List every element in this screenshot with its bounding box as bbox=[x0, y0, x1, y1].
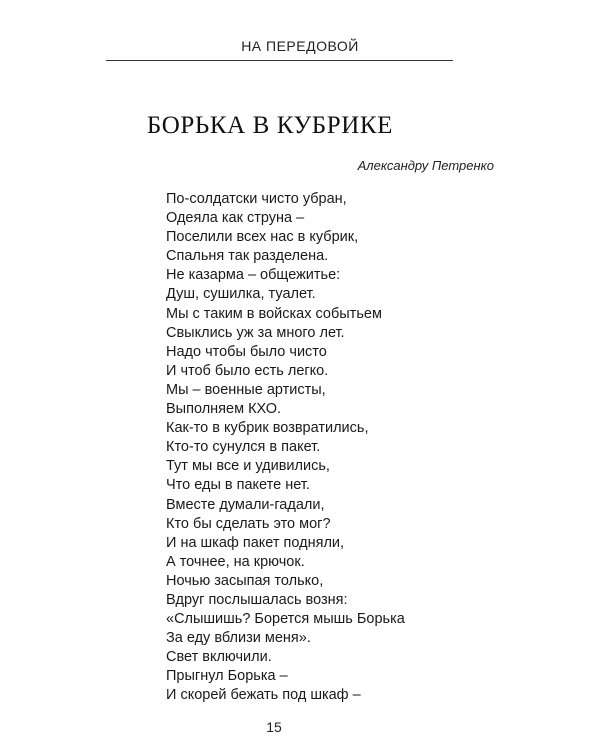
verse-line: И чтоб было есть легко. bbox=[166, 362, 329, 379]
verse-line: Надо чтобы было чисто bbox=[166, 343, 327, 360]
verse-line: Ночью засыпая только, bbox=[166, 572, 324, 589]
verse-line: Не казарма – общежитье: bbox=[166, 267, 341, 284]
verse-line: А точнее, на крючок. bbox=[166, 553, 305, 570]
verse-line: Кто-то сунулся в пакет. bbox=[166, 439, 321, 456]
verse-line: Душ, сушилка, туалет. bbox=[166, 286, 316, 303]
verse-line: Что еды в пакете нет. bbox=[166, 477, 310, 494]
verse-line: Мы – военные артисты, bbox=[166, 381, 326, 398]
verse-line: Вместе думали-гадали, bbox=[166, 496, 325, 513]
verse-line: «Слышишь? Борется мышь Борька bbox=[166, 611, 405, 628]
verse-line: И на шкаф пакет подняли, bbox=[166, 534, 345, 551]
poem-verse bbox=[166, 190, 405, 706]
verse-line: Свет включили. bbox=[166, 649, 272, 666]
page-number: 15 bbox=[266, 719, 282, 735]
verse-line: Выполняем КХО. bbox=[166, 401, 282, 418]
verse-line: И скорей бежать под шкаф – bbox=[166, 687, 361, 704]
running-header: НА ПЕРЕДОВОЙ bbox=[241, 38, 359, 54]
verse-line: Свыклись уж за много лет. bbox=[166, 324, 345, 341]
verse-line: Кто бы сделать это мог? bbox=[166, 515, 331, 532]
header-divider bbox=[106, 60, 453, 61]
verse-line: Тут мы все и удивились, bbox=[166, 458, 330, 475]
verse-line: Поселили всех нас в кубрик, bbox=[166, 229, 359, 246]
verse-line: Вдруг послышалась возня: bbox=[166, 591, 348, 608]
poem-title: БОРЬКА В КУБРИКЕ bbox=[146, 112, 394, 139]
verse-line: Как-то в кубрик возвратились, bbox=[166, 420, 369, 437]
verse-line: За еду вблизи меня». bbox=[166, 630, 311, 647]
verse-line: По-солдатски чисто убран, bbox=[166, 191, 347, 207]
verse-line: Мы с таким в войсках событьем bbox=[166, 305, 382, 322]
verse-line: Одеяла как струна – bbox=[166, 210, 305, 227]
verse-line: Спальня так разделена. bbox=[166, 248, 329, 265]
verse-line: Прыгнул Борька – bbox=[166, 668, 288, 685]
poem-dedication: Александру Петренко bbox=[357, 158, 494, 173]
